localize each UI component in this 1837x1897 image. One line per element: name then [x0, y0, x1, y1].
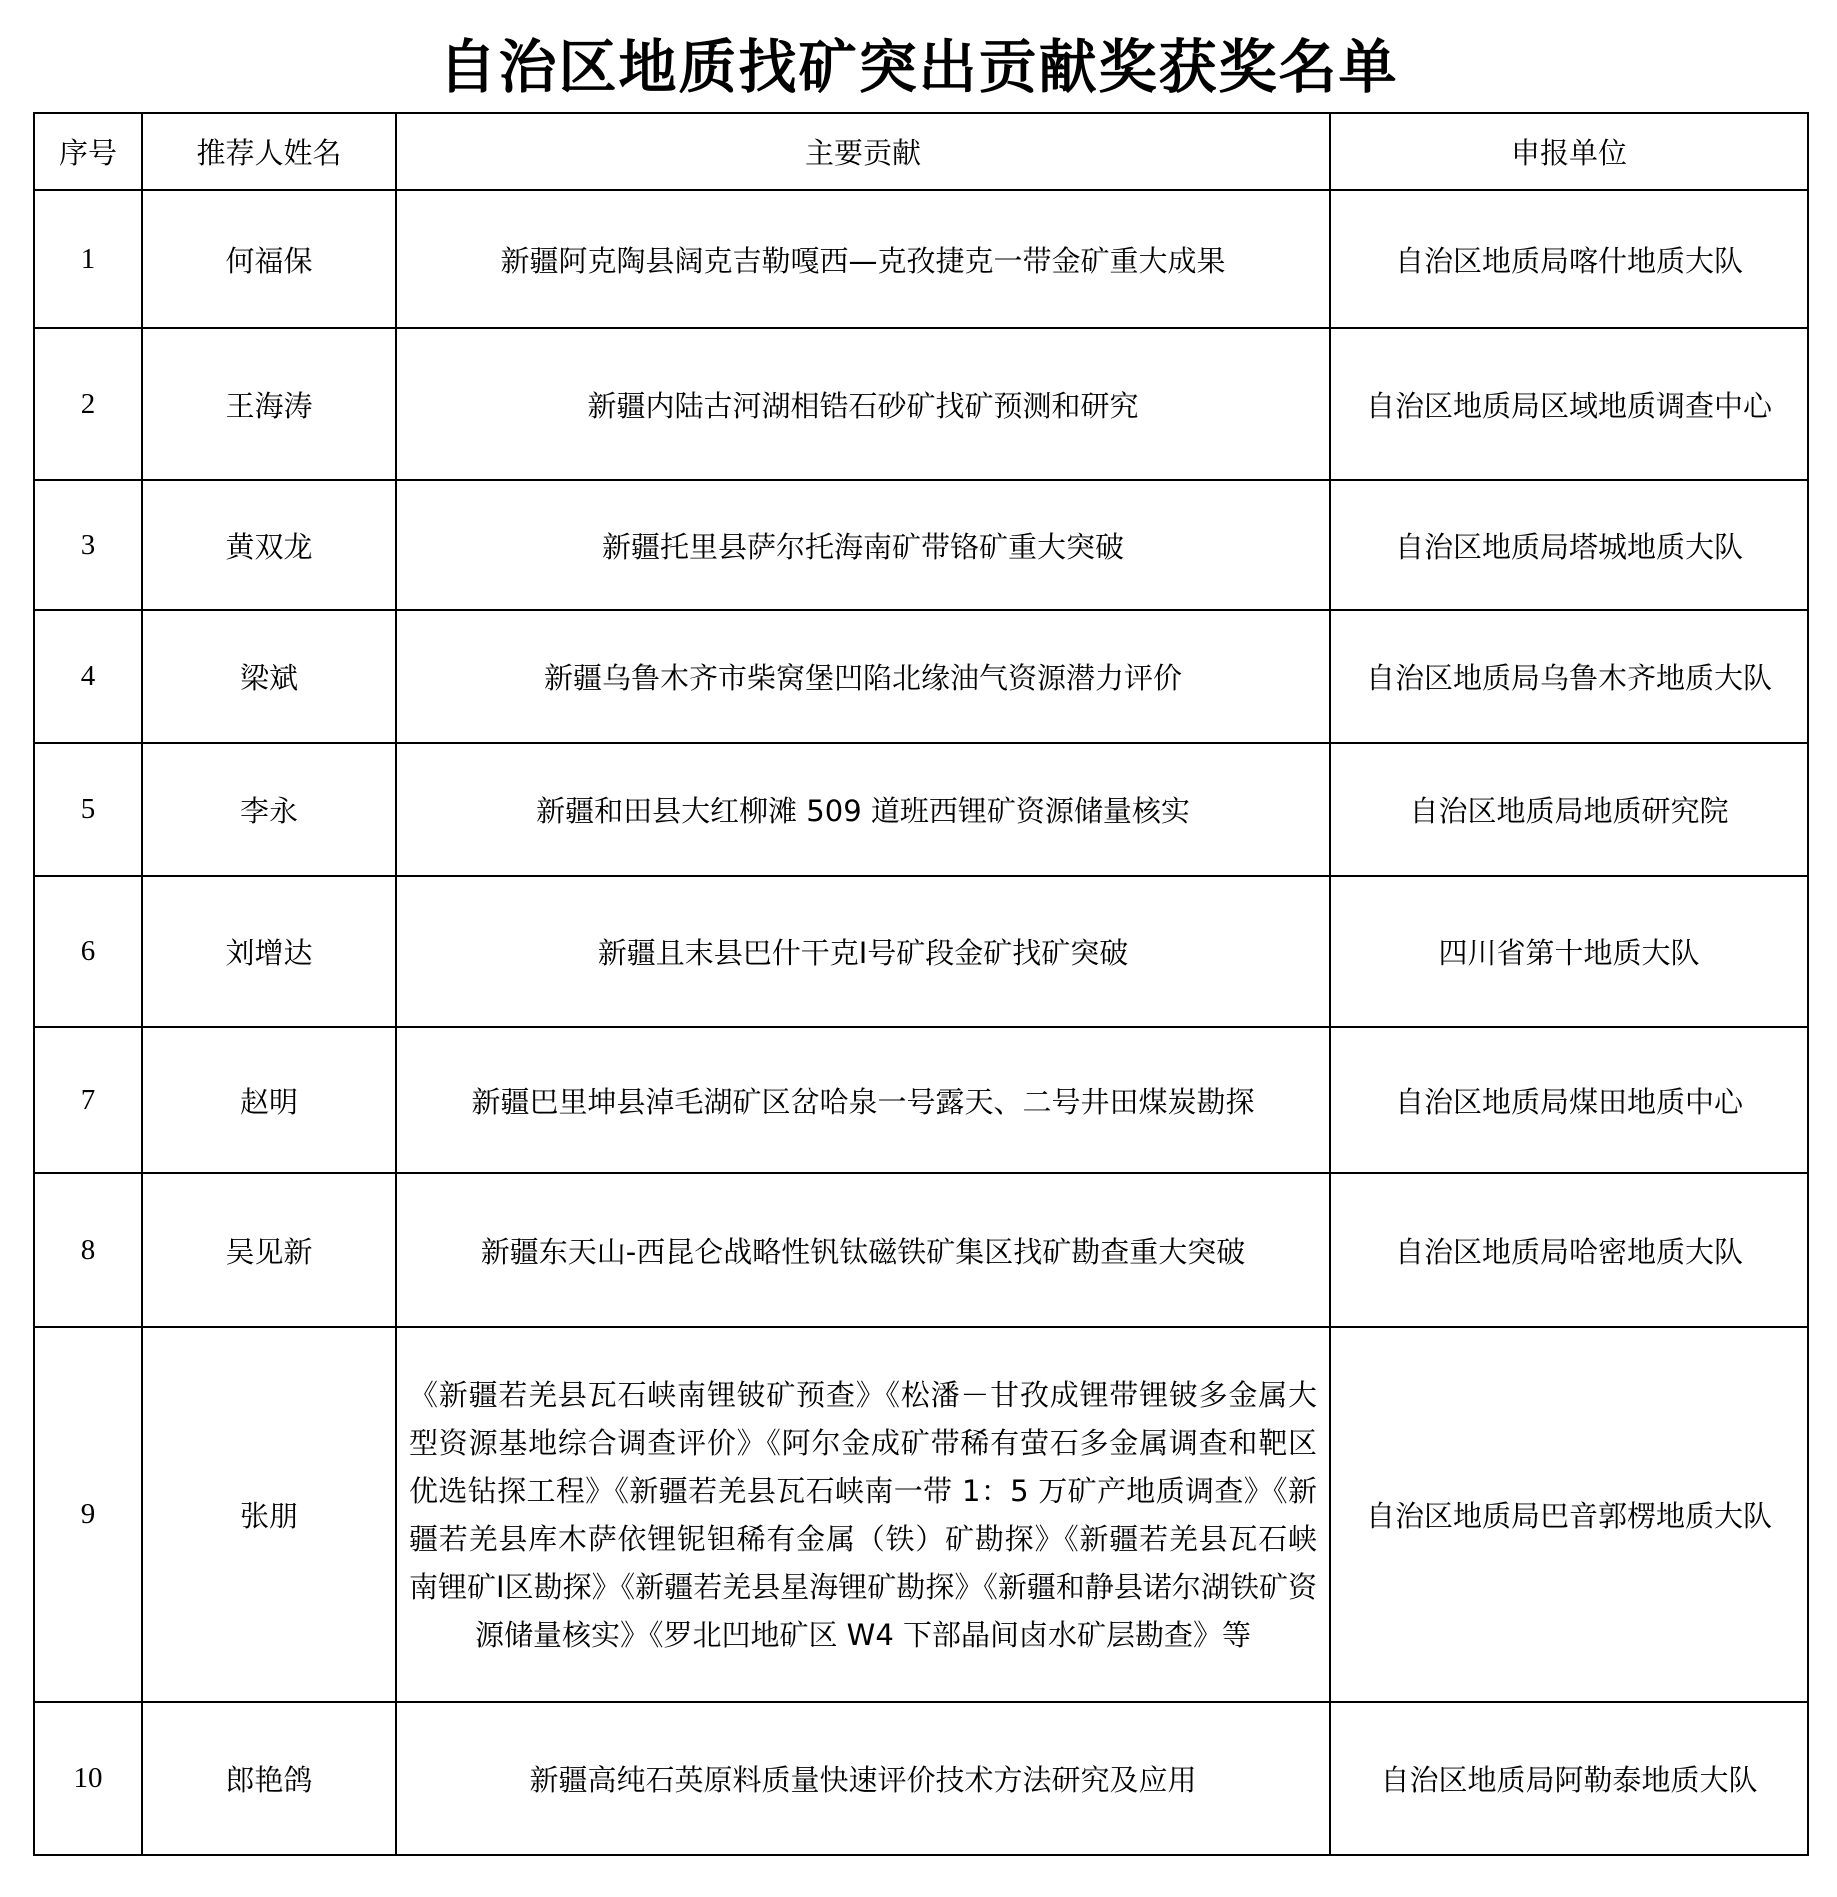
table-row	[34, 1327, 1808, 1702]
row-number: 9	[34, 1327, 142, 1702]
nominee-name: 黄双龙	[142, 480, 396, 610]
main-contribution: 新疆高纯石英原料质量快速评价技术方法研究及应用	[396, 1702, 1330, 1855]
nominee-name: 梁斌	[142, 610, 396, 743]
nominee-name: 王海涛	[142, 328, 396, 480]
nominee-name: 张朋	[142, 1327, 396, 1702]
table-row	[34, 610, 1808, 743]
applicant-unit: 自治区地质局地质研究院	[1330, 743, 1808, 876]
table-row	[34, 1702, 1808, 1855]
main-contribution: 新疆巴里坤县淖毛湖矿区岔哈泉一号露天、二号井田煤炭勘探	[396, 1027, 1330, 1173]
applicant-unit: 四川省第十地质大队	[1330, 876, 1808, 1027]
award-table	[33, 112, 1809, 1856]
main-contribution: 新疆阿克陶县阔克吉勒嘎西—克孜捷克一带金矿重大成果	[396, 190, 1330, 328]
applicant-unit: 自治区地质局哈密地质大队	[1330, 1173, 1808, 1327]
applicant-unit: 自治区地质局喀什地质大队	[1330, 190, 1808, 328]
main-contribution: 新疆内陆古河湖相锆石砂矿找矿预测和研究	[396, 328, 1330, 480]
table-row	[34, 328, 1808, 480]
row-number: 5	[34, 743, 142, 876]
table-row	[34, 480, 1808, 610]
header-name: 推荐人姓名	[142, 113, 396, 190]
nominee-name: 李永	[142, 743, 396, 876]
nominee-name: 赵明	[142, 1027, 396, 1173]
table-row	[34, 1173, 1808, 1327]
nominee-name: 郎艳鸽	[142, 1702, 396, 1855]
row-number: 2	[34, 328, 142, 480]
table-row	[34, 190, 1808, 328]
table-header-row	[34, 113, 1808, 190]
main-contribution: 新疆东天山-西昆仑战略性钒钛磁铁矿集区找矿勘查重大突破	[396, 1173, 1330, 1327]
applicant-unit: 自治区地质局塔城地质大队	[1330, 480, 1808, 610]
table-row	[34, 876, 1808, 1027]
applicant-unit: 自治区地质局巴音郭楞地质大队	[1330, 1327, 1808, 1702]
nominee-name: 吴见新	[142, 1173, 396, 1327]
table-row	[34, 1027, 1808, 1173]
main-contribution: 新疆乌鲁木齐市柴窝堡凹陷北缘油气资源潜力评价	[396, 610, 1330, 743]
main-contribution: 新疆且末县巴什干克Ⅰ号矿段金矿找矿突破	[396, 876, 1330, 1027]
applicant-unit: 自治区地质局区域地质调查中心	[1330, 328, 1808, 480]
row-number: 10	[34, 1702, 142, 1855]
page-title: 自治区地质找矿突出贡献奖获奖名单	[438, 33, 1399, 101]
applicant-unit: 自治区地质局阿勒泰地质大队	[1330, 1702, 1808, 1855]
row-number: 4	[34, 610, 142, 743]
main-contribution: 新疆和田县大红柳滩 509 道班西锂矿资源储量核实	[396, 743, 1330, 876]
header-unit: 申报单位	[1330, 113, 1808, 190]
nominee-name: 刘增达	[142, 876, 396, 1027]
row-number: 1	[34, 190, 142, 328]
nominee-name: 何福保	[142, 190, 396, 328]
main-contribution: 《新疆若羌县瓦石峡南锂铍矿预查》《松潘－甘孜成锂带锂铍多金属大型资源基地综合调查评价》《阿尔金成矿带稀有萤石多金属调查和靶区优选钻探工程》《新疆若羌县瓦石峡南一带 1：5 万矿产地质调查》《新疆若羌县库木萨依锂铌钽稀有金属（铁）矿勘探》《新疆若羌县瓦石峡南锂矿Ⅰ区勘探》《新疆若羌县星海锂矿勘探》《新疆和静县诺尔湖铁矿资源储量核实》《罗北凹地矿区 W4 下部晶间卤水矿层勘查》等	[396, 1327, 1330, 1702]
header-no: 序号	[34, 113, 142, 190]
row-number: 6	[34, 876, 142, 1027]
table-row	[34, 743, 1808, 876]
applicant-unit: 自治区地质局煤田地质中心	[1330, 1027, 1808, 1173]
applicant-unit: 自治区地质局乌鲁木齐地质大队	[1330, 610, 1808, 743]
row-number: 7	[34, 1027, 142, 1173]
row-number: 8	[34, 1173, 142, 1327]
header-contribution: 主要贡献	[396, 113, 1330, 190]
row-number: 3	[34, 480, 142, 610]
main-contribution: 新疆托里县萨尔托海南矿带铬矿重大突破	[396, 480, 1330, 610]
